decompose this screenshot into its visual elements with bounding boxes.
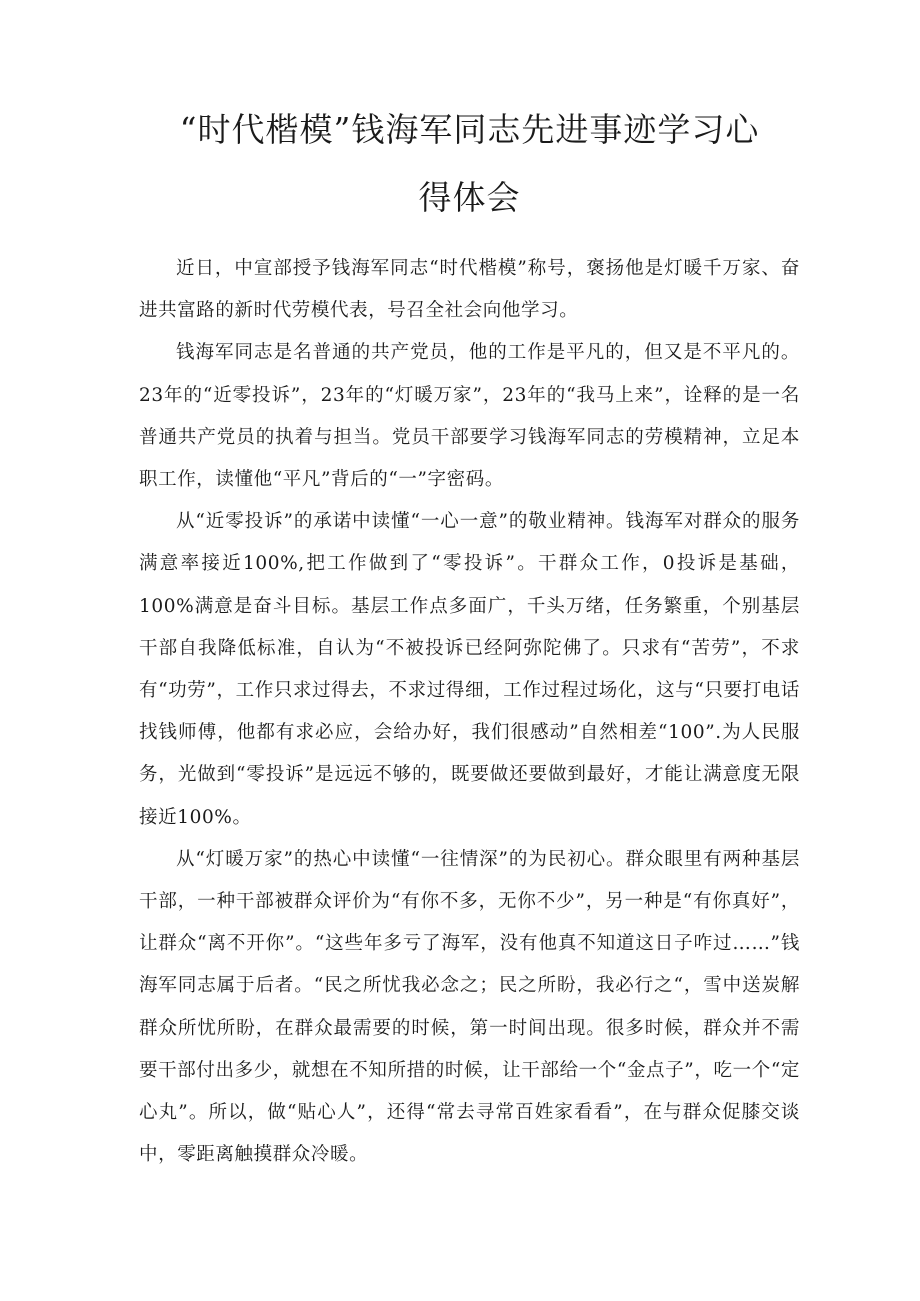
paragraph-overview: 钱海军同志是名普通的共产党员，他的工作是平凡的，但又是不平凡的。23年的“近零投诉”，23年的“灯暖万家”，23年的“我马上来”，诠释的是一名普通共产党员的执着与担当。党员干部要学习钱海军同志的劳模精神，立足本职工作，读懂他“平凡”背后的“一”字密码。 bbox=[139, 342, 800, 491]
paragraph-zero-complaints: 从“近零投诉”的承诺中读懂“一心一意”的敬业精神。钱海军对群众的服务满意率接近100%,把工作做到了“零投诉”。干群众工作，0投诉是基础，100%满意是奋斗目标。基层工作点多面广，千头万绪，任务繁重，个别基层干部自我降低标准，自认为“不被投诉已经阿弥陀佛了。只求有“苦劳”，不求有“功劳”，工作只求过得去，不求过得细，工作过程过场化，这与“只要打电话找钱师傅，他都有求必应，会给办好，我们很感动”自然相差“100”.为人民服务，光做到“零投诉”是远远不够的，既要做还要做到最好，才能让满意度无限接近100%。 bbox=[139, 511, 800, 828]
paragraph-intro: 近日，中宣部授予钱海军同志“时代楷模”称号，褒扬他是灯暖千万家、奋进共富路的新时代劳模代表，号召全社会向他学习。 bbox=[139, 258, 800, 322]
document-title-line-2: 得体会 bbox=[418, 178, 521, 217]
paragraph-warm-homes: 从“灯暖万家”的热心中读懂“一往情深”的为民初心。群众眼里有两种基层干部，一种干部被群众评价为“有你不多，无你不少”，另一种是“有你真好”，让群众“离不开你”。“这些年多亏了海军，没有他真不知道这日子咋过……”钱海军同志属于后者。“民之所忧我必念之；民之所盼，我必行之“，雪中送炭解群众所忧所盼，在群众最需要的时候，第一时间出现。很多时候，群众并不需要干部付出多少，就想在不知所措的时候，让干部给一个“金点子”，吃一个“定心丸”。所以，做“贴心人”，还得“常去寻常百姓家看看”，在与群众促膝交谈中，零距离触摸群众冷暖。 bbox=[139, 848, 800, 1166]
document-title-line-1: “时代楷模”钱海军同志先进事迹学习心 bbox=[179, 110, 760, 149]
document-title bbox=[139, 96, 800, 232]
